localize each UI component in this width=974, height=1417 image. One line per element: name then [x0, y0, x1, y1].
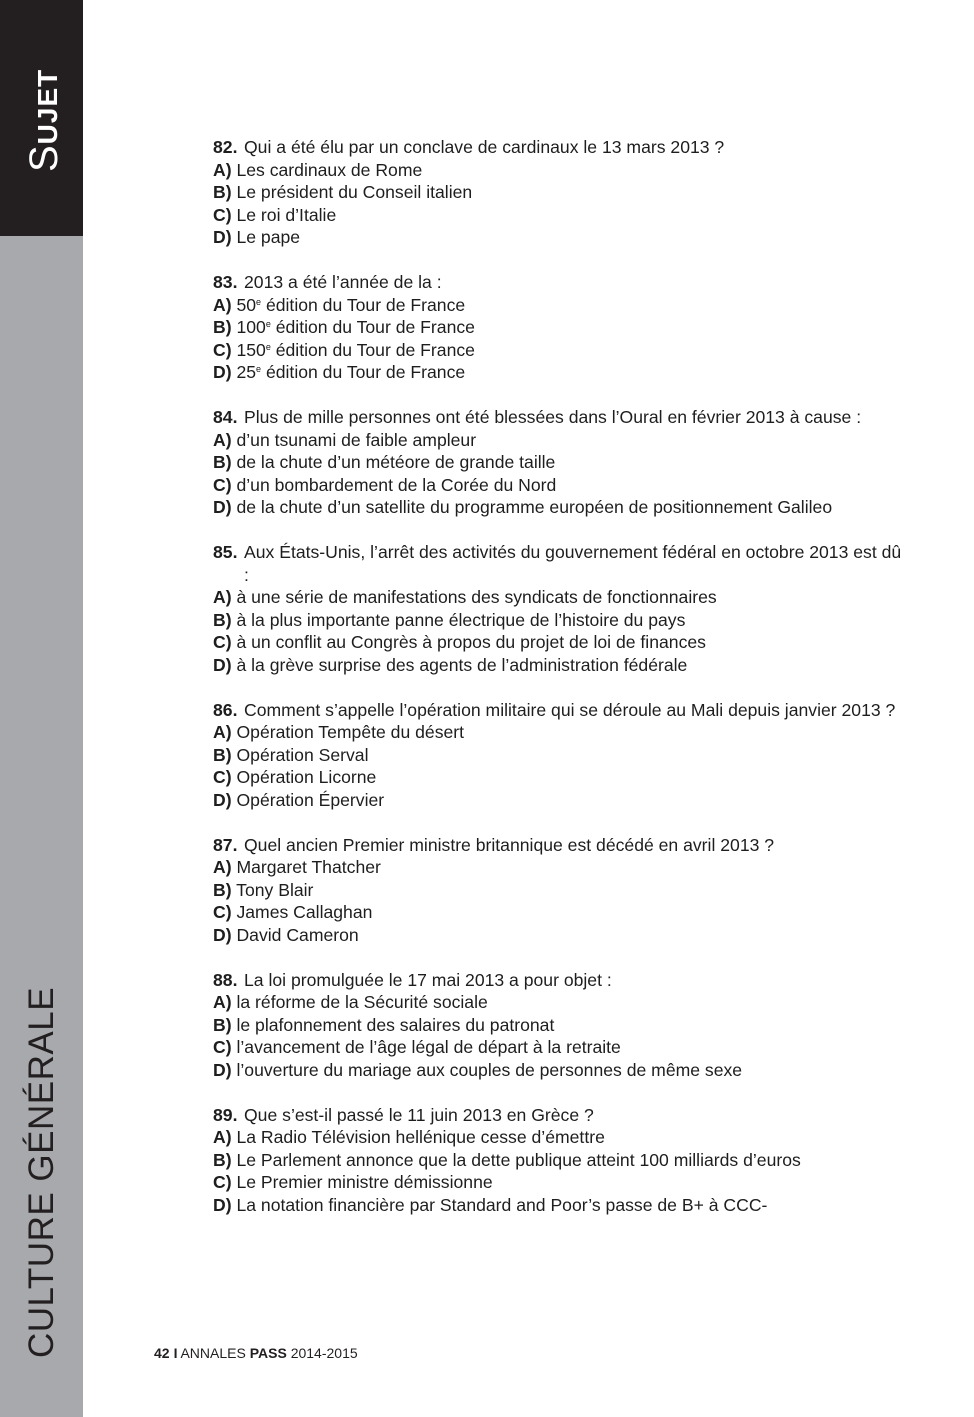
option-d: D) La notation financière par Standard and Poor’s passe de B+ à CCC-	[213, 1194, 768, 1215]
question-number: 83.	[213, 272, 238, 292]
option-a: A) à une série de manifestations des syndicats de fonctionnaires	[213, 587, 717, 607]
question-text: 2013 a été l’année de la :	[244, 272, 442, 292]
option-d: D) David Cameron	[213, 924, 359, 945]
option-d: D) à la grève surprise des agents de l’administration fédérale	[213, 654, 688, 675]
question-89	[213, 1104, 903, 1217]
question-text: Comment s’appelle l’opération militaire qui se déroule au Mali depuis janvier 2013 ?	[244, 699, 896, 720]
question-84	[213, 406, 903, 519]
question-text: La loi promulguée le 17 mai 2013 a pour objet :	[244, 969, 612, 990]
section-label-sujet	[22, 69, 67, 172]
question-86	[213, 699, 903, 812]
option-b: B) le plafonnement des salaires du patronat	[213, 1014, 555, 1035]
option-c: C) James Callaghan	[213, 902, 373, 922]
option-c: C) Opération Licorne	[213, 767, 377, 787]
option-b: B) de la chute d’un météore de grande taille	[213, 452, 556, 472]
question-number: 86.	[213, 699, 238, 720]
question-number: 85.	[213, 542, 238, 562]
option-b: B) Le Parlement annonce que la dette publique atteint 100 milliards d’euros	[213, 1149, 801, 1170]
option-c: C) d’un bombardement de la Corée du Nord	[213, 474, 557, 495]
option-d: D) de la chute d’un satellite du programme européen de positionnement Galileo	[213, 497, 833, 517]
option-d: D) Le pape	[213, 227, 301, 247]
option-a: A) Opération Tempête du désert	[213, 722, 465, 742]
question-number: 89.	[213, 1104, 238, 1125]
option-c: C) l’avancement de l’âge légal de départ à la retraite	[213, 1037, 621, 1057]
option-b: B) 100e édition du Tour de France	[213, 317, 475, 337]
question-87	[213, 834, 903, 947]
question-number: 88.	[213, 969, 238, 990]
option-d: D) Opération Épervier	[213, 789, 385, 810]
option-d: D) 25e édition du Tour de France	[213, 362, 466, 382]
option-b: B) Le président du Conseil italien	[213, 182, 473, 202]
option-c: C) Le roi d’Italie	[213, 204, 337, 225]
option-d: D) l’ouverture du mariage aux couples de personnes de même sexe	[213, 1059, 743, 1080]
question-88	[213, 969, 903, 1082]
question-list	[213, 136, 903, 1239]
question-83	[213, 271, 903, 384]
question-number: 87.	[213, 834, 238, 855]
option-c: C) 150e édition du Tour de France	[213, 339, 475, 360]
option-b: B) à la plus importante panne électrique de l’histoire du pays	[213, 609, 686, 630]
footer-years: 2014-2015	[290, 1345, 358, 1361]
footer-brand: PASS	[249, 1345, 287, 1361]
page-footer	[154, 1345, 358, 1361]
question-text: Qui a été élu par un conclave de cardinaux le 13 mars 2013 ?	[244, 137, 725, 157]
question-text: Aux États-Unis, l’arrêt des activités du gouvernement fédéral en octobre 2013 est dû :	[244, 542, 902, 585]
option-c: C) à un conflit au Congrès à propos du projet de loi de finances	[213, 632, 706, 652]
option-a: A) 50e édition du Tour de France	[213, 294, 466, 315]
question-text: Que s’est-il passé le 11 juin 2013 en Grèce ?	[244, 1104, 594, 1125]
question-85	[213, 541, 903, 676]
page-number: 42	[154, 1345, 170, 1361]
question-text: Quel ancien Premier ministre britannique est décédé en avril 2013 ?	[244, 834, 775, 855]
question-82	[213, 136, 903, 249]
footer-publication: ANNALES	[180, 1345, 246, 1361]
option-c: C) Le Premier ministre démissionne	[213, 1172, 493, 1192]
option-a: A) d’un tsunami de faible ampleur	[213, 429, 477, 450]
option-b: B) Tony Blair	[213, 879, 314, 900]
sujet-initial: S	[22, 144, 66, 172]
question-number: 82.	[213, 137, 238, 157]
section-label-culture: CULTURE GÉNÉRALE	[22, 986, 61, 1358]
option-a: A) Les cardinaux de Rome	[213, 159, 423, 180]
sujet-rest: UJET	[32, 68, 63, 145]
question-number: 84.	[213, 407, 238, 427]
option-a: A) Margaret Thatcher	[213, 857, 381, 877]
option-b: B) Opération Serval	[213, 744, 369, 765]
footer-separator: I	[173, 1345, 178, 1361]
option-a: A) La Radio Télévision hellénique cesse d’émettre	[213, 1127, 605, 1147]
question-text: Plus de mille personnes ont été blessées dans l’Oural en février 2013 à cause :	[244, 407, 862, 427]
option-a: A) la réforme de la Sécurité sociale	[213, 992, 488, 1012]
